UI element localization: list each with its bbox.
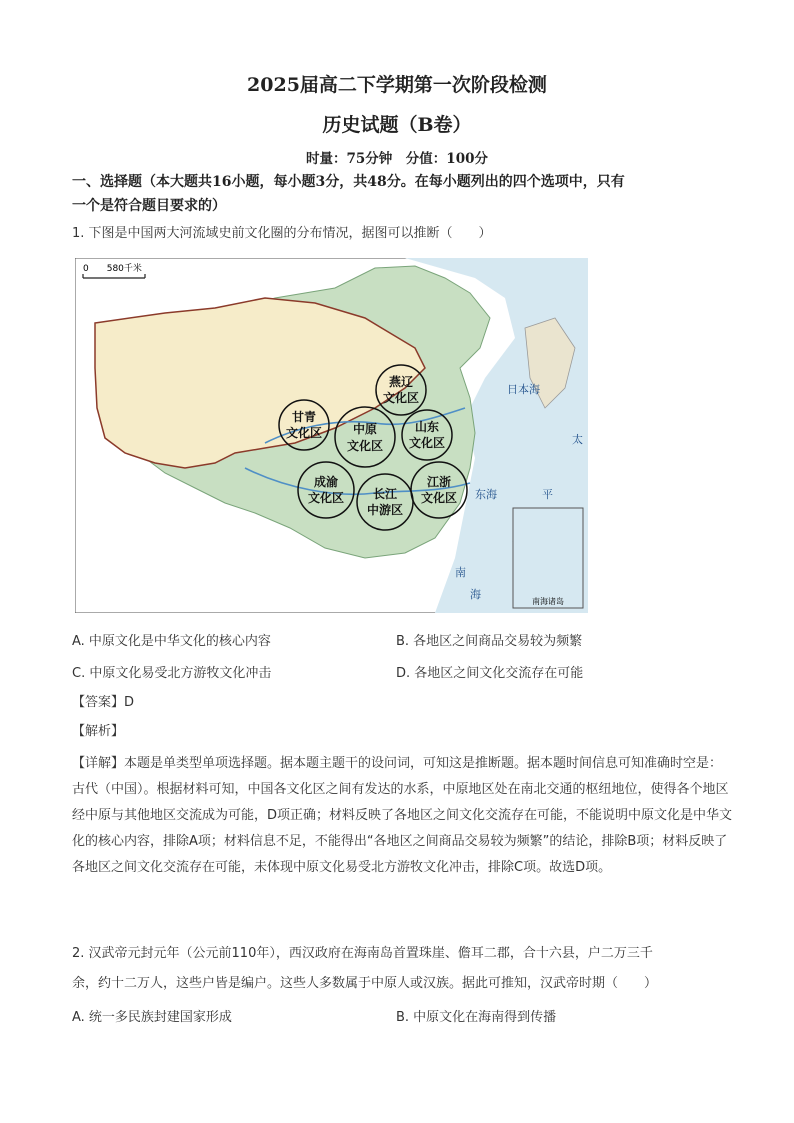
q1-option-d: D. 各地区之间文化交流存在可能	[396, 666, 584, 681]
region-ganqing-2: 文化区	[285, 426, 323, 440]
pacific-2: 平	[542, 488, 553, 501]
exam-meta: 时量：75分钟 分值：100分	[306, 151, 488, 167]
q1-detail: 【详解】本题是单类型单项选择题。据本题主题干的设问词，可知这是推断题。据本题时间信息可知准确时空是：古代（中国）。根据材料可知，中国各文化区之间有发达的水系，中原地区处在南北交通的枢纽地位，使得各个地区经中原与其他地区交流成为可能，D项正确；材料反映了各地区之间文化交流存在可能，不能说明中原文化是中华文化的核心内容，排除A项；材料信息不足，不能得出“各地区之间商品交易较为频繁”的结论，排除B项；材料反映了各地区之间文化交流存在可能，未体现中原文化易受北方游牧文化冲击，排除C项。故选D项。	[72, 756, 733, 875]
q1-option-b: B. 各地区之间商品交易较为频繁	[396, 634, 583, 649]
sea-japan: 日本海	[507, 383, 540, 396]
sea-south-2: 海	[470, 588, 481, 601]
region-jiangzhe: 江浙	[426, 475, 452, 489]
sea-east: 东海	[475, 488, 497, 501]
q1-analysis-label: 【解析】	[72, 724, 125, 739]
q2-option-a: A. 统一多民族封建国家形成	[72, 1010, 232, 1025]
region-yanliao: 燕辽	[388, 375, 414, 389]
region-shandong: 山东	[414, 420, 440, 434]
region-jiangzhe-2: 文化区	[420, 491, 458, 505]
pacific-1: 太	[572, 433, 583, 446]
q2-stem-line1: 2. 汉武帝元封元年（公元前110年），西汉政府在海南岛首置珠崖、儋耳二郡，合十六县，户二万三千	[72, 946, 653, 961]
sea-south-1: 南	[455, 566, 466, 579]
q1-option-c: C. 中原文化易受北方游牧文化冲击	[72, 666, 272, 681]
region-yanliao-2: 文化区	[382, 391, 420, 405]
region-changjiang-2: 中游区	[366, 503, 404, 517]
exam-title: 2025届高二下学期第一次阶段检测	[247, 74, 547, 96]
q1-answer: 【答案】D	[72, 695, 135, 710]
map-scale: 0 580千米	[83, 264, 142, 274]
region-zhongyuan: 中原	[352, 422, 378, 436]
q2-option-b: B. 中原文化在海南得到传播	[396, 1010, 557, 1025]
q1-stem: 1. 下图是中国两大河流域史前文化圈的分布情况，据图可以推断（ ）	[72, 226, 492, 241]
region-ganqing: 甘青	[291, 410, 317, 424]
culture-zone-map	[75, 258, 588, 613]
section-heading-line2: 一个是符合题目要求的）	[72, 198, 226, 214]
region-zhongyuan-2: 文化区	[346, 439, 384, 453]
region-chengyu: 成渝	[313, 475, 339, 489]
section-heading-line1: 一、选择题（本大题共16小题，每小题3分，共48分。在每小题列出的四个选项中，只有	[72, 174, 625, 190]
region-shandong-2: 文化区	[408, 436, 446, 450]
q2-stem-line2: 余，约十二万人，这些户皆是编户。这些人多数属于中原人或汉族。据此可推知，汉武帝时期（ ）	[72, 976, 658, 991]
region-changjiang: 长江	[372, 487, 398, 501]
q1-option-a: A. 中原文化是中华文化的核心内容	[72, 634, 271, 649]
exam-subtitle: 历史试题（B卷）	[322, 114, 472, 136]
inset-label: 南海诸岛	[532, 597, 564, 606]
region-chengyu-2: 文化区	[307, 491, 345, 505]
